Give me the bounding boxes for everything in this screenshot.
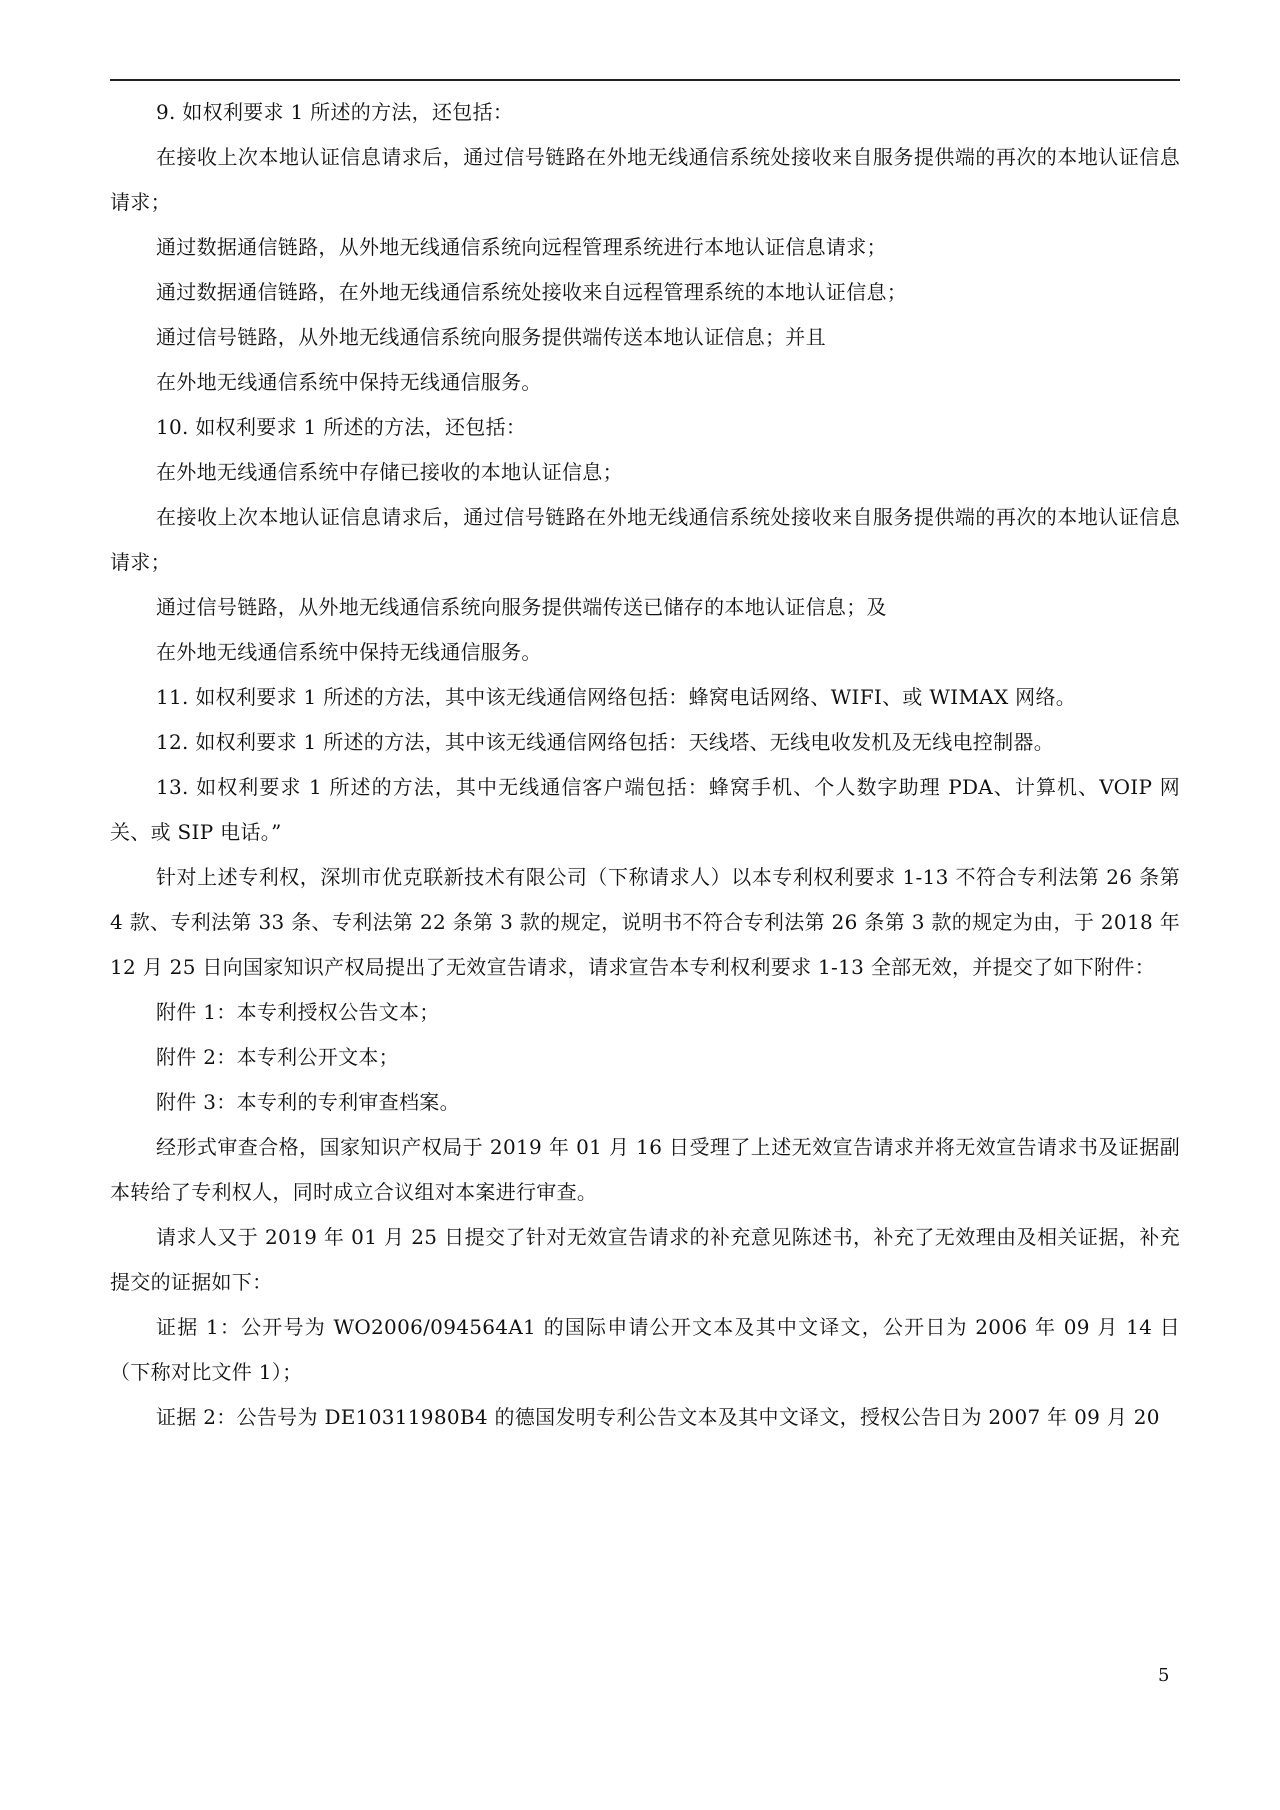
paragraph: 附件 1：本专利授权公告文本； [156,1000,440,1024]
paragraph: 证据 1：公开号为 WO2006/094564A1 的国际申请公开文本及其中文译文，公开日为 2006 年 09 月 14 日（下称对比文件 1）； [110,1315,1180,1384]
paragraph: 11. 如权利要求 1 所述的方法，其中该无线通信网络包括：蜂窝电话网络、WIFI、或 WIMAX 网络。 [156,685,1077,709]
paragraph: 通过信号链路，从外地无线通信系统向服务提供端传送本地认证信息；并且 [156,325,826,349]
paragraph: 在外地无线通信系统中存储已接收的本地认证信息； [156,460,623,484]
paragraph: 附件 3：本专利的专利审查档案。 [156,1090,460,1114]
document-body [110,90,1180,1440]
paragraph: 10. 如权利要求 1 所述的方法，还包括： [156,415,527,439]
paragraph: 通过信号链路，从外地无线通信系统向服务提供端传送已储存的本地认证信息；及 [156,595,887,619]
page-number: 5 [1158,1665,1170,1686]
paragraph: 证据 2：公告号为 DE10311980B4 的德国发明专利公告文本及其中文译文，授权公告日为 2007 年 09 月 20 [156,1405,1160,1429]
paragraph: 在接收上次本地认证信息请求后，通过信号链路在外地无线通信系统处接收来自服务提供端的再次的本地认证信息请求； [110,505,1180,574]
header-rule [110,79,1180,81]
paragraph: 经形式审查合格，国家知识产权局于 2019 年 01 月 16 日受理了上述无效宣告请求并将无效宣告请求书及证据副本转给了专利权人，同时成立合议组对本案进行审查。 [110,1135,1180,1204]
paragraph: 在外地无线通信系统中保持无线通信服务。 [156,640,542,664]
paragraph: 附件 2：本专利公开文本； [156,1045,399,1069]
paragraph: 针对上述专利权，深圳市优克联新技术有限公司（下称请求人）以本专利权利要求 1-13 不符合专利法第 26 条第 4 款、专利法第 33 条、专利法第 22 条第 3 款的规定，说明书不符合专利法第 26 条第 3 款的规定为由，于 2018 年 12 月 25 日向国家知识产权局提出了无效宣告请求，请求宣告本专利权利要求 1-13 全部无效，并提交了如下附件： [110,865,1180,979]
paragraph: 请求人又于 2019 年 01 月 25 日提交了针对无效宣告请求的补充意见陈述书，补充了无效理由及相关证据，补充提交的证据如下： [110,1225,1180,1294]
paragraph: 9. 如权利要求 1 所述的方法，还包括： [156,100,514,124]
paragraph: 通过数据通信链路，从外地无线通信系统向远程管理系统进行本地认证信息请求； [156,235,887,259]
paragraph: 在外地无线通信系统中保持无线通信服务。 [156,370,542,394]
paragraph: 在接收上次本地认证信息请求后，通过信号链路在外地无线通信系统处接收来自服务提供端的再次的本地认证信息请求； [110,145,1180,214]
paragraph: 13. 如权利要求 1 所述的方法，其中无线通信客户端包括：蜂窝手机、个人数字助理 PDA、计算机、VOIP 网关、或 SIP 电话。” [110,775,1180,844]
paragraph: 通过数据通信链路，在外地无线通信系统处接收来自远程管理系统的本地认证信息； [156,280,908,304]
paragraph: 12. 如权利要求 1 所述的方法，其中该无线通信网络包括：天线塔、无线电收发机及无线电控制器。 [156,730,1055,754]
